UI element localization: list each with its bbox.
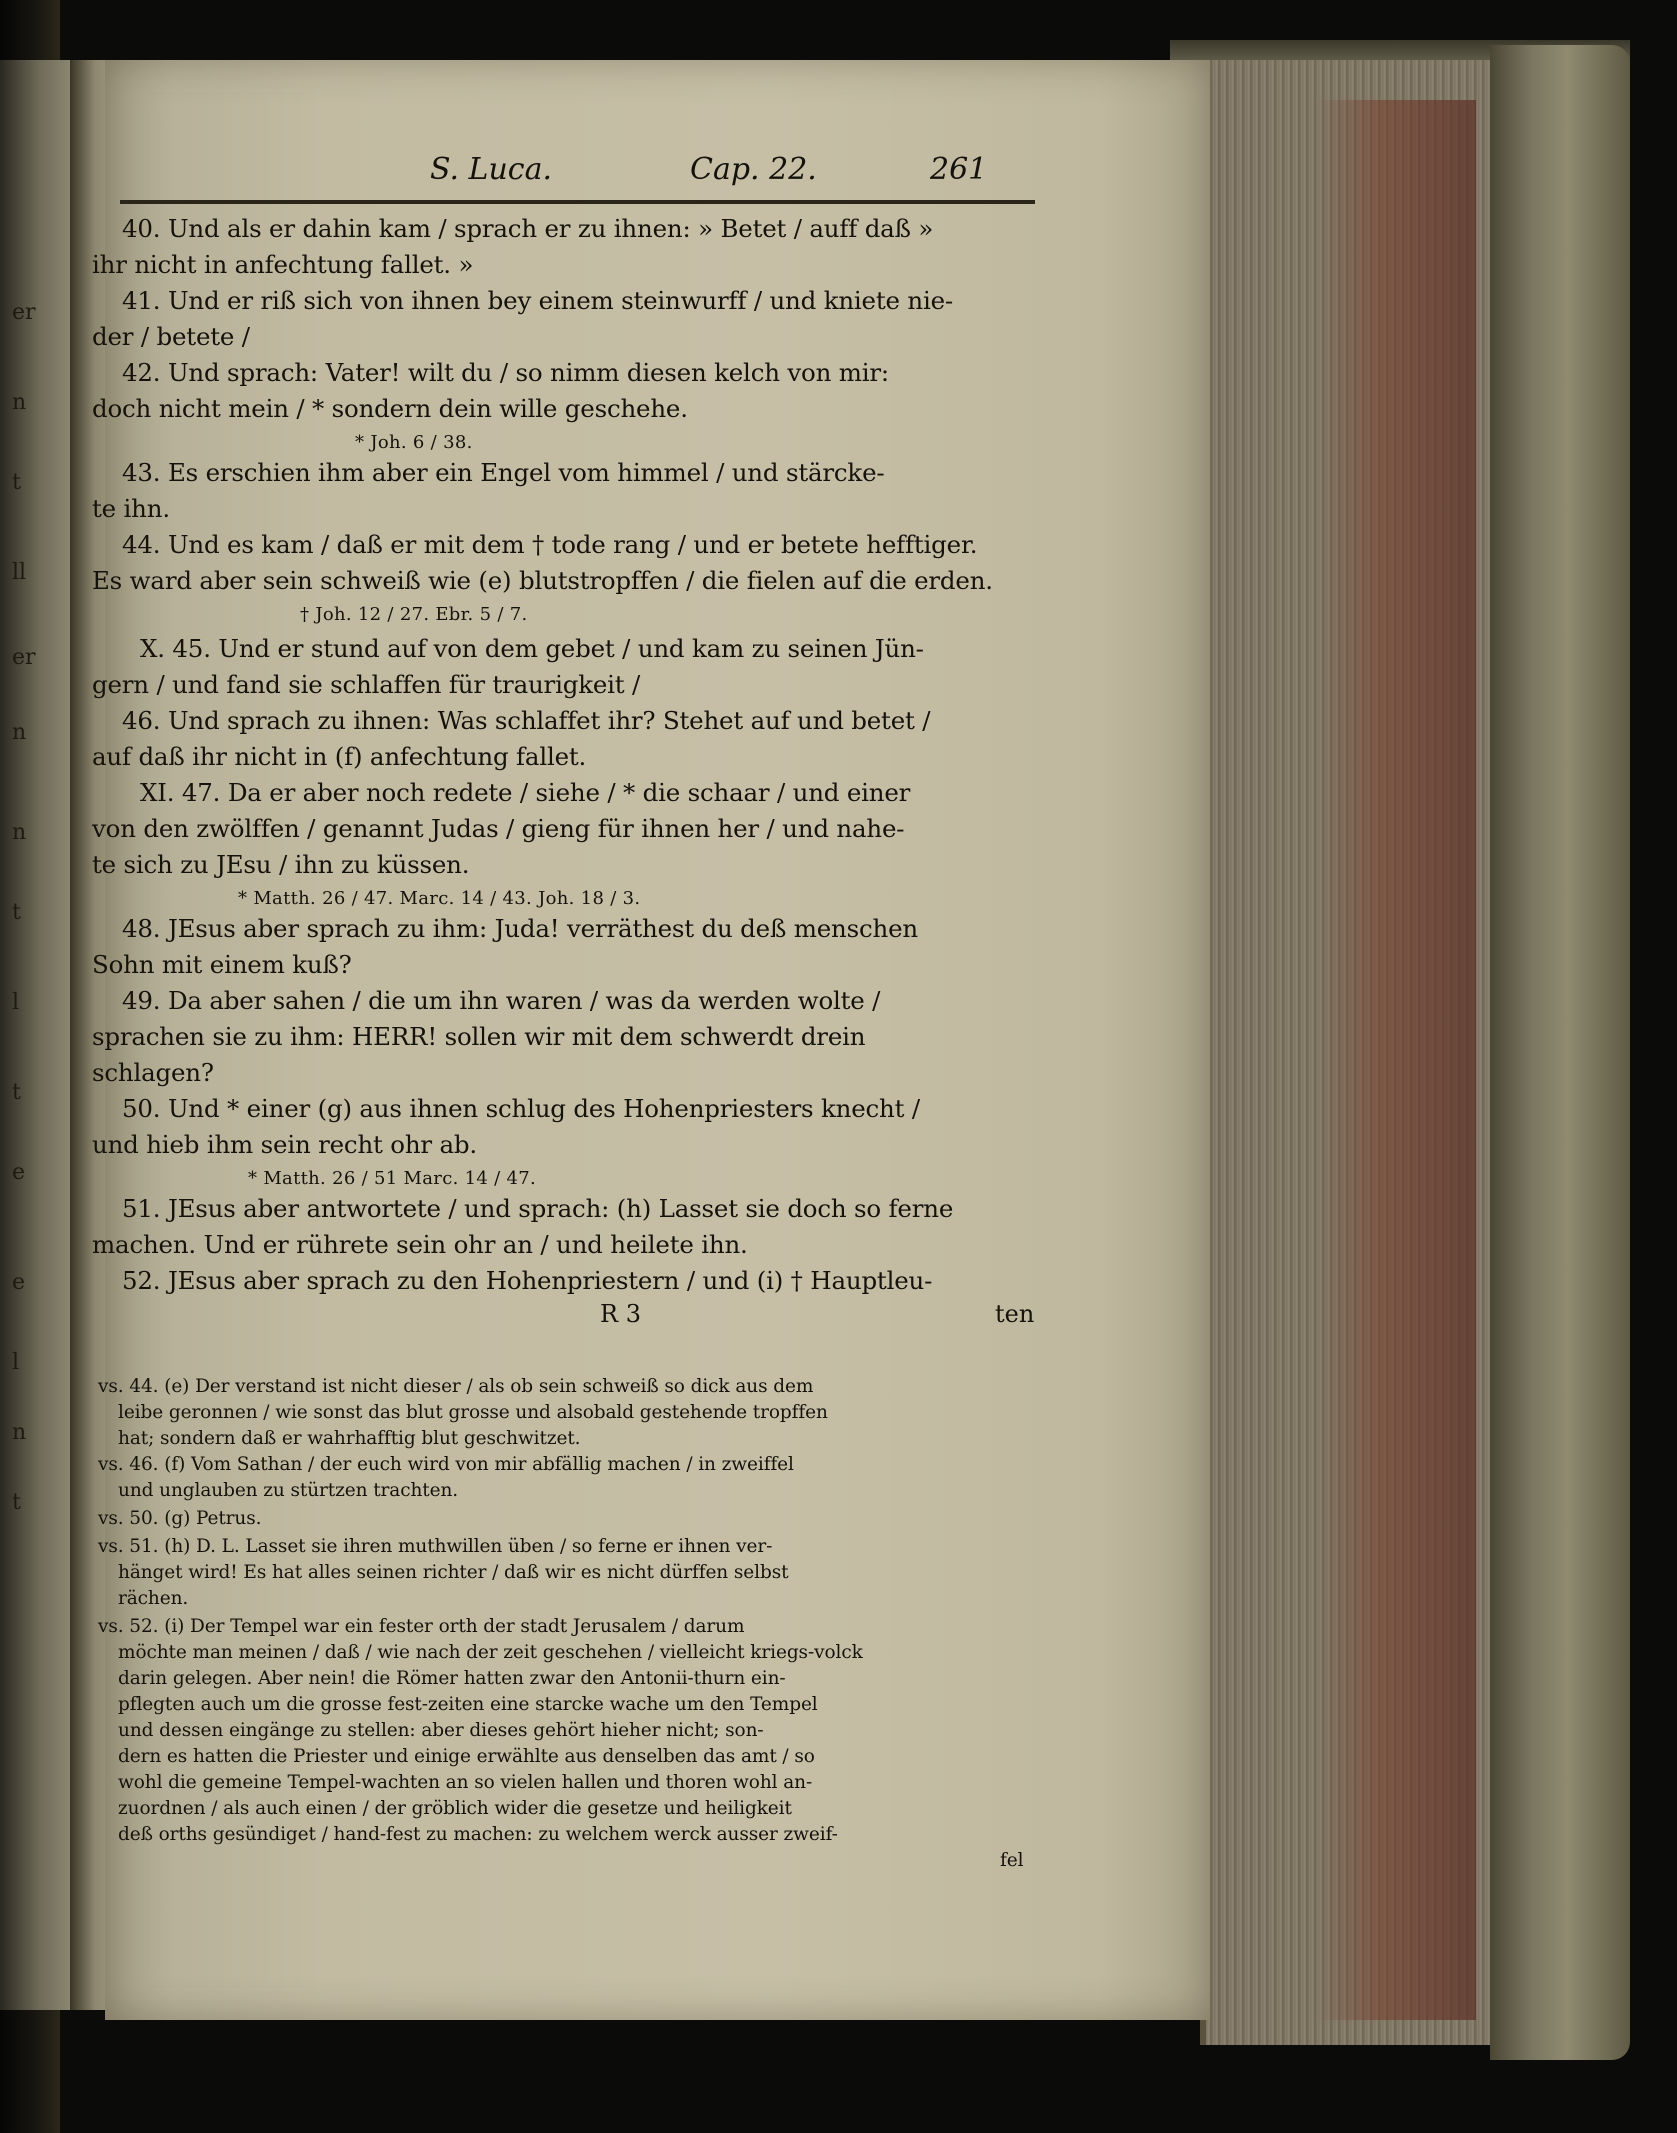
verse-line: 41. Und er riß sich von ihnen bey einem steinwurff / und kniete nie- [122,286,953,315]
running-head-book: S. Luca. [430,152,553,187]
verse-line: der / betete / [92,322,250,351]
page-number: 261 [930,152,988,187]
footnote-line: vs. 44. (e) Der verstand ist nicht dieser / als ob sein schweiß so dick aus dem [98,1376,814,1397]
header-rule [120,200,1035,204]
verse-line: schlagen? [92,1058,214,1087]
prev-page-fragment: ll [12,560,27,585]
footnote-line: dern es hatten die Priester und einige erwählte aus denselben das amt / so [118,1746,815,1767]
prev-page-fragment: er [12,645,36,670]
prev-page-fragment: n [12,720,27,745]
footnote-line: vs. 46. (f) Vom Sathan / der euch wird von mir abfällig machen / in zweiffel [98,1454,794,1475]
book-cover-spine [1490,45,1630,2060]
footnote-line: möchte man meinen / daß / wie nach der zeit geschehen / vielleicht kriegs-volck [118,1642,863,1663]
footnote-line: rächen. [118,1588,189,1609]
footnote-line: vs. 50. (g) Petrus. [98,1508,262,1529]
verse-line: 46. Und sprach zu ihnen: Was schlaffet ihr? Stehet auf und betet / [122,706,931,735]
prev-page-fragment: n [12,820,27,845]
prev-page-fragment: n [12,1420,27,1445]
verse-line: Es ward aber sein schweiß wie (e) blutstropffen / die fielen auf die erden. [92,566,993,595]
verse-line: 44. Und es kam / daß er mit dem † tode rang / und er betete hefftiger. [122,530,978,559]
footnote-line: wohl die gemeine Tempel-wachten an so vielen hallen und thoren wohl an- [118,1772,813,1793]
verse-line: 42. Und sprach: Vater! wilt du / so nimm diesen kelch von mir: [122,358,889,387]
footnote-line: vs. 52. (i) Der Tempel war ein fester orth der stadt Jerusalem / darum [98,1616,745,1637]
footnote-line: deß orths gesündiget / hand-fest zu machen: zu welchem werck ausser zweif- [118,1824,838,1845]
prev-page-fragment: t [12,900,21,925]
footnote-line: hänget wird! Es hat alles seinen richter / daß wir es nicht dürffen selbst [118,1562,789,1583]
cross-reference: * Matth. 26 / 51 Marc. 14 / 47. [248,1168,537,1189]
page-edge-stain [1316,100,1476,2020]
verse-line: 50. Und * einer (g) aus ihnen schlug des Hohenpriesters knecht / [122,1094,920,1123]
prev-page-fragment: l [12,990,20,1015]
prev-page-fragment: n [12,390,27,415]
verse-line: te ihn. [92,494,170,523]
page-edges-block [1200,60,1506,2045]
verse-line: 51. JEsus aber antwortete / und sprach: (h) Lasset sie doch so ferne [122,1194,954,1223]
verse-line: te sich zu JEsu / ihn zu küssen. [92,850,470,879]
cross-reference: † Joh. 12 / 27. Ebr. 5 / 7. [300,604,528,625]
prev-page-fragment: t [12,1490,21,1515]
prev-page-fragment: t [12,1080,21,1105]
footnote-line: hat; sondern daß er wahrhafftig blut geschwitzet. [118,1428,581,1449]
verse-line: ihr nicht in anfechtung fallet. » [92,250,474,279]
footnote-line: und dessen eingänge zu stellen: aber dieses gehört hieher nicht; son- [118,1720,764,1741]
prev-page-fragment: l [12,1350,20,1375]
prev-page-fragment: er [12,300,36,325]
verse-line: X. 45. Und er stund auf von dem gebet / und kam zu seinen Jün- [140,634,924,663]
signature-mark: R 3 [600,1300,641,1328]
prev-page-fragment: e [12,1160,26,1185]
verse-line: auf daß ihr nicht in (f) anfechtung fallet. [92,742,587,771]
footnote-line: pflegten auch um die grosse fest-zeiten eine starcke wache um den Tempel [118,1694,818,1715]
verse-line: von den zwölffen / genannt Judas / gieng für ihnen her / und nahe- [92,814,905,843]
prev-page-fragment: t [12,470,21,495]
verse-line: 48. JEsus aber sprach zu ihm: Juda! verräthest du deß menschen [122,914,918,943]
cross-reference: * Joh. 6 / 38. [355,432,473,453]
verse-line: 52. JEsus aber sprach zu den Hohenpriestern / und (i) † Hauptleu- [122,1266,933,1295]
running-head-chapter: Cap. 22. [690,152,817,187]
verse-line: machen. Und er rührete sein ohr an / und heilete ihn. [92,1230,748,1259]
catchword: ten [995,1300,1035,1328]
verse-line: gern / und fand sie schlaffen für traurigkeit / [92,670,641,699]
footnote-catchword: fel [1000,1850,1024,1871]
footnote-line: leibe geronnen / wie sonst das blut grosse und alsobald gestehende tropffen [118,1402,828,1423]
verse-line: Sohn mit einem kuß? [92,950,352,979]
verse-line: 49. Da aber sahen / die um ihn waren / was da werden wolte / [122,986,881,1015]
verse-line: sprachen sie zu ihm: HERR! sollen wir mit dem schwerdt drein [92,1022,866,1051]
footnote-line: zuordnen / als auch einen / der gröblich wider die gesetze und heiligkeit [118,1798,792,1819]
cross-reference: * Matth. 26 / 47. Marc. 14 / 43. Joh. 18 / 3. [238,888,641,909]
footnote-line: und unglauben zu stürtzen trachten. [118,1480,459,1501]
verse-line: 43. Es erschien ihm aber ein Engel vom himmel / und stärcke- [122,458,885,487]
previous-page-sliver [0,60,73,2010]
verse-line: doch nicht mein / * sondern dein wille geschehe. [92,394,688,423]
verse-line: XI. 47. Da er aber noch redete / siehe / * die schaar / und einer [140,778,911,807]
prev-page-fragment: e [12,1270,26,1295]
footnote-line: darin gelegen. Aber nein! die Römer hatten zwar den Antonii-thurn ein- [118,1668,786,1689]
footnote-line: vs. 51. (h) D. L. Lasset sie ihren muthwillen üben / so ferne er ihnen ver- [98,1536,773,1557]
verse-line: und hieb ihm sein recht ohr ab. [92,1130,477,1159]
verse-line: 40. Und als er dahin kam / sprach er zu ihnen: » Betet / auff daß » [122,214,934,243]
